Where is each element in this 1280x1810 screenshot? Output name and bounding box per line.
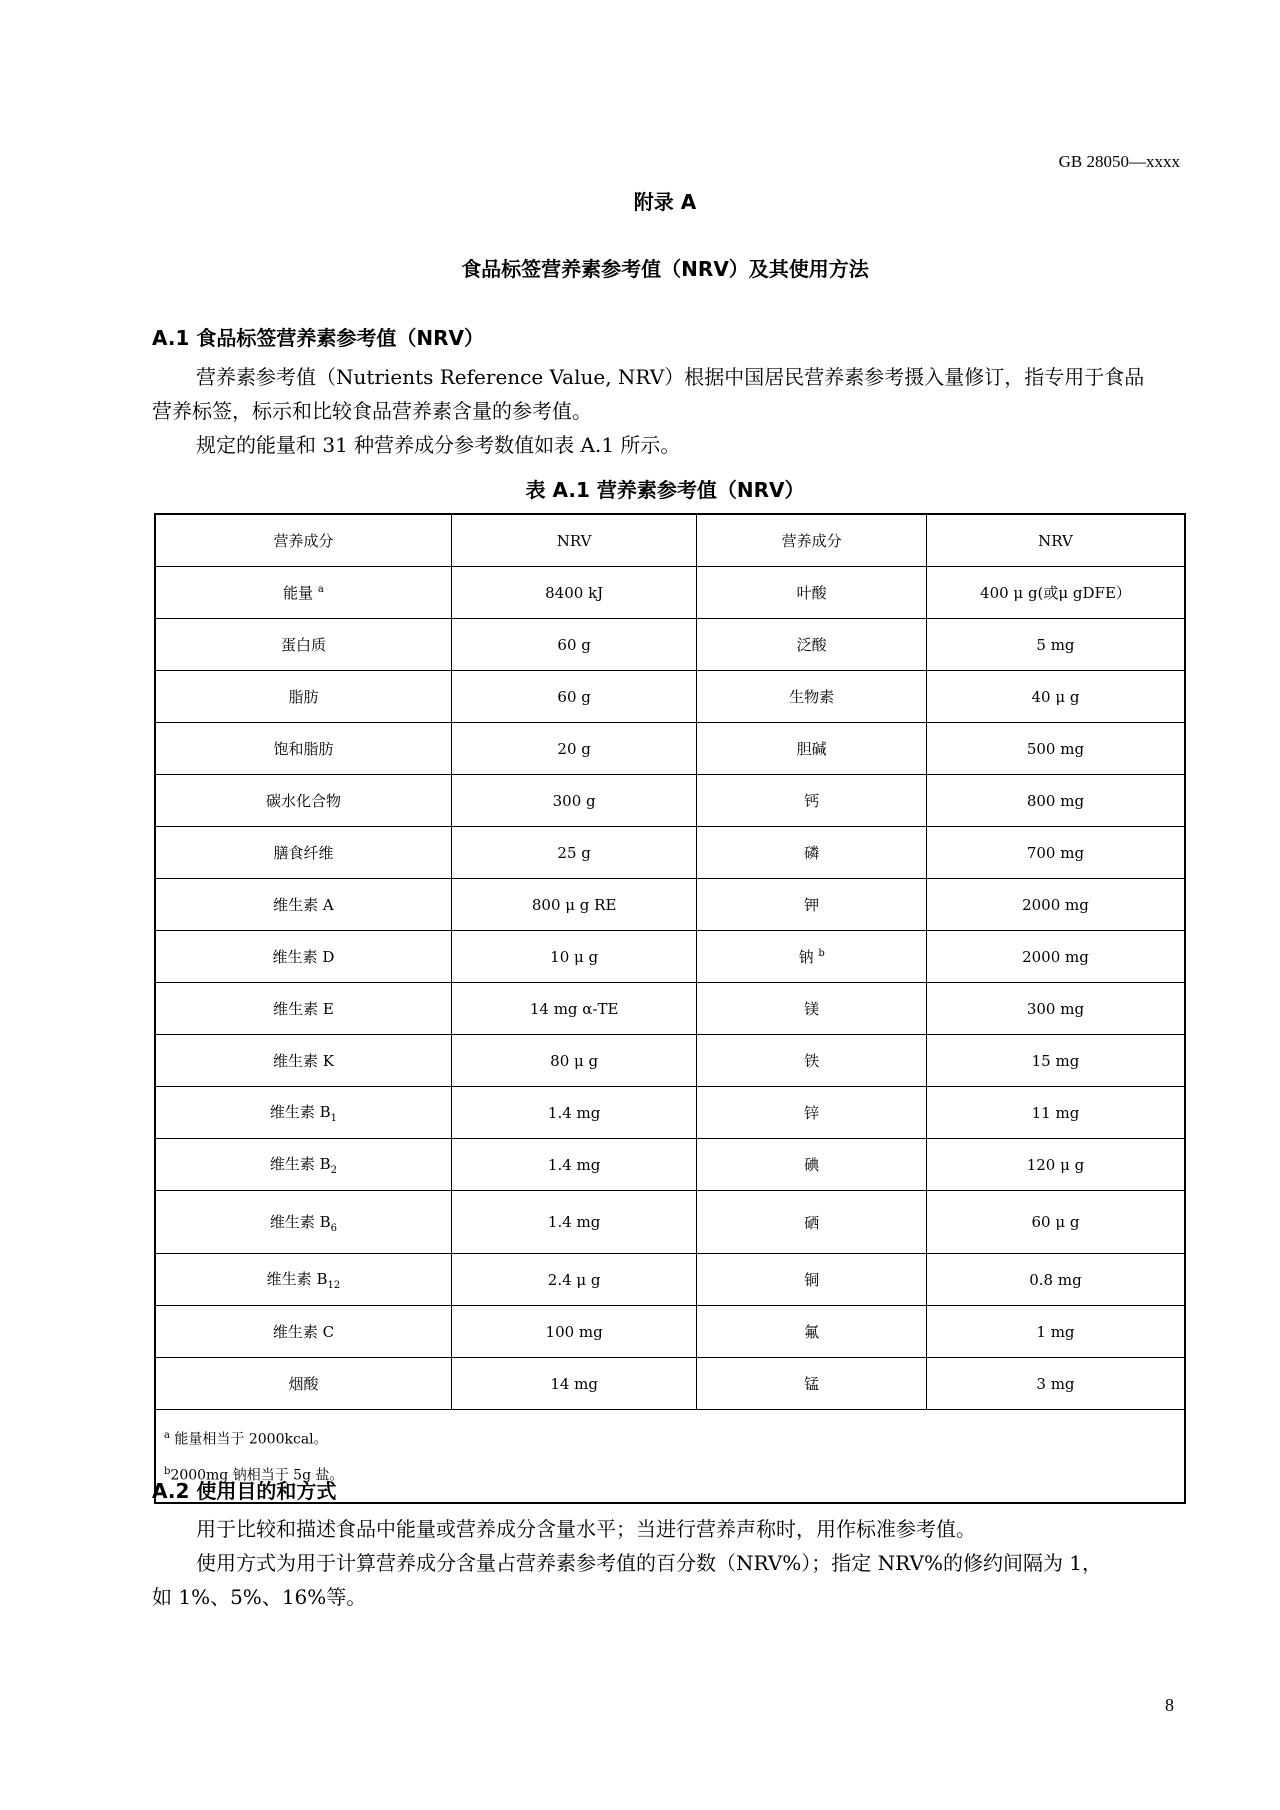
nrv-value-left-text: 1.4 mg xyxy=(547,1213,601,1231)
nrv-value-right-text: 40 μ g xyxy=(1031,687,1080,706)
nrv-value-left xyxy=(451,671,697,723)
nrv-value-left xyxy=(451,931,697,983)
nrv-value-left xyxy=(451,1191,697,1254)
nutrient-name-left-text: 膳食纤维 xyxy=(273,844,334,862)
nutrient-name-right xyxy=(697,619,927,671)
nrv-value-right xyxy=(926,1358,1185,1410)
a2-para2-line2: 如 1%、5%、16%等。 xyxy=(152,1585,367,1609)
nutrient-name-right-footnote-mark: b xyxy=(818,948,825,959)
section-a1-heading: A.1 食品标签营养素参考值（NRV） xyxy=(152,326,484,350)
nutrient-name-left-text: 维生素 C xyxy=(272,1323,335,1341)
header-nutrient-2: 营养成分 xyxy=(697,514,927,567)
nutrient-name-left-footnote-mark: a xyxy=(317,584,324,595)
table-caption: 表 A.1 营养素参考值（NRV） xyxy=(525,478,805,502)
nrv-value-left-text: 8400 kJ xyxy=(545,583,604,602)
nutrient-name-right-text: 锰 xyxy=(804,1375,820,1393)
nrv-value-left-text: 2.4 μ g xyxy=(547,1270,601,1289)
a2-para2-line1: 使用方式为用于计算营养成分含量占营养素参考值的百分数（NRV%）；指定 NRV%的修约间隔为 1， xyxy=(196,1551,1103,1575)
nutrient-name-left xyxy=(155,723,451,775)
nrv-table xyxy=(154,513,1186,1504)
nutrient-name-left xyxy=(155,827,451,879)
nutrient-name-right xyxy=(697,671,927,723)
nutrient-name-right-text: 磷 xyxy=(804,844,820,862)
nutrient-name-right xyxy=(697,1139,927,1191)
footnote-b-text: 2000mg 钠相当于 5g 盐。 xyxy=(170,1467,344,1484)
nutrient-name-right-text: 铜 xyxy=(804,1271,820,1289)
nrv-value-right-text: 800 mg xyxy=(1026,791,1085,810)
nrv-value-left-text: 80 μ g xyxy=(550,1051,599,1070)
nrv-value-left-text: 1.4 mg xyxy=(547,1155,601,1174)
table-row xyxy=(155,1358,1185,1410)
nutrient-name-left-text: 碳水化合物 xyxy=(265,792,341,810)
table-row xyxy=(155,1191,1185,1254)
a2-para1-text: 用于比较和描述食品中能量或营养成分含量水平；当进行营养声称时，用作标准参考值。 xyxy=(196,1517,976,1541)
nrv-value-left xyxy=(451,1306,697,1358)
table-body xyxy=(155,567,1185,1410)
nrv-value-left-text: 60 g xyxy=(557,687,591,706)
nutrient-name-right-text: 镁 xyxy=(804,1000,820,1018)
nrv-value-left xyxy=(451,619,697,671)
table-row xyxy=(155,723,1185,775)
nutrient-name-right-text: 硒 xyxy=(804,1213,820,1232)
nutrient-name-right xyxy=(697,723,927,775)
nutrient-name-left-text: 蛋白质 xyxy=(280,636,326,654)
nrv-value-left-text: 1.4 mg xyxy=(547,1103,601,1122)
table-row xyxy=(155,567,1185,619)
nrv-value-left-text: 14 mg xyxy=(550,1374,598,1393)
nrv-value-left xyxy=(451,723,697,775)
nrv-value-right-text: 400 μ g(或μ gDFE） xyxy=(980,584,1131,602)
nutrient-name-left-text: 能量 xyxy=(283,584,314,602)
table-row xyxy=(155,1087,1185,1139)
nutrient-name-right-text: 碘 xyxy=(804,1156,820,1174)
header-nrv-1: NRV xyxy=(451,514,697,567)
section-a2-paragraph-2 xyxy=(152,1546,1182,1614)
nutrient-name-left-subscript: 6 xyxy=(330,1222,338,1234)
nrv-value-left-text: 10 μ g xyxy=(550,947,599,966)
header-nrv-2: NRV xyxy=(926,514,1185,567)
nutrient-name-right-text: 钙 xyxy=(804,792,820,810)
nutrient-name-left xyxy=(155,879,451,931)
nrv-value-right-text: 15 mg xyxy=(1031,1051,1080,1070)
nutrient-name-right xyxy=(697,983,927,1035)
table-row xyxy=(155,983,1185,1035)
nrv-value-right xyxy=(926,1035,1185,1087)
nrv-value-left xyxy=(451,1358,697,1410)
nrv-value-right-text: 500 mg xyxy=(1026,739,1085,758)
nutrient-name-left-subscript: 2 xyxy=(330,1165,338,1176)
nrv-value-right xyxy=(926,827,1185,879)
nrv-value-left-text: 300 g xyxy=(552,791,596,810)
nrv-value-right xyxy=(926,775,1185,827)
nrv-value-left xyxy=(451,827,697,879)
nrv-value-right xyxy=(926,1087,1185,1139)
nrv-value-left-text: 20 g xyxy=(557,739,591,758)
nrv-value-left xyxy=(451,1035,697,1087)
nutrient-name-left xyxy=(155,567,451,619)
nutrient-name-right-text: 氟 xyxy=(804,1323,820,1341)
nutrient-name-right-text: 钾 xyxy=(804,896,820,914)
nrv-value-left xyxy=(451,983,697,1035)
footnote-a-text: 能量相当于 2000kcal。 xyxy=(174,1432,328,1448)
table-row xyxy=(155,879,1185,931)
nrv-value-left-text: 60 g xyxy=(557,635,591,654)
footnote-a-mark: a xyxy=(164,1430,170,1442)
nutrient-name-left-text: 饱和脂肪 xyxy=(273,740,334,758)
nutrient-name-right xyxy=(697,775,927,827)
nutrient-name-left xyxy=(155,1358,451,1410)
nutrient-name-right xyxy=(697,931,927,983)
nrv-value-right xyxy=(926,1139,1185,1191)
table-row xyxy=(155,931,1185,983)
nutrient-name-left xyxy=(155,775,451,827)
table-row xyxy=(155,1139,1185,1191)
nrv-value-right xyxy=(926,1254,1185,1306)
nutrient-name-left xyxy=(155,671,451,723)
nrv-value-right-text: 700 mg xyxy=(1026,843,1085,862)
nrv-value-right-text: 1 mg xyxy=(1036,1322,1075,1341)
nrv-value-left-text: 100 mg xyxy=(545,1322,603,1341)
nrv-value-left-text: 800 μ g RE xyxy=(531,895,617,914)
section-a2-paragraph-1 xyxy=(152,1512,1182,1546)
nutrient-name-right xyxy=(697,1358,927,1410)
nrv-value-right xyxy=(926,983,1185,1035)
nrv-value-right-text: 120 μ g xyxy=(1026,1155,1085,1174)
document-code: GB 28050—xxxx xyxy=(1058,152,1180,171)
main-title: 食品标签营养素参考值（NRV）及其使用方法 xyxy=(461,257,869,281)
nutrient-name-right-text: 叶酸 xyxy=(796,584,827,602)
nrv-value-right-text: 3 mg xyxy=(1036,1374,1075,1393)
nutrient-name-left-text: 脂肪 xyxy=(288,688,319,706)
nrv-value-right-text: 0.8 mg xyxy=(1029,1270,1082,1289)
nutrient-name-right xyxy=(697,567,927,619)
appendix-title: 附录 A xyxy=(633,190,697,214)
nutrient-name-right-text: 胆碱 xyxy=(796,740,827,758)
nrv-value-right xyxy=(926,879,1185,931)
nutrient-name-right xyxy=(697,1254,927,1306)
nutrient-name-left xyxy=(155,1191,451,1254)
nrv-value-right xyxy=(926,671,1185,723)
table-row xyxy=(155,619,1185,671)
nutrient-name-left xyxy=(155,1306,451,1358)
nutrient-name-right xyxy=(697,1087,927,1139)
footnote-b-mark: b xyxy=(164,1466,171,1477)
section-a2-heading: A.2 使用目的和方式 xyxy=(152,1479,337,1503)
nrv-value-right-text: 2000 mg xyxy=(1022,947,1089,966)
footnote-a xyxy=(164,1420,1176,1456)
page-number: 8 xyxy=(1165,1695,1174,1715)
nutrient-name-right xyxy=(697,1191,927,1254)
table-row xyxy=(155,1254,1185,1306)
nutrient-name-left-text: 维生素 B xyxy=(266,1270,328,1288)
nutrient-name-left xyxy=(155,983,451,1035)
nrv-value-right-text: 2000 mg xyxy=(1022,895,1089,914)
table-row xyxy=(155,671,1185,723)
nutrient-name-right-text: 钠 xyxy=(798,948,814,966)
nutrient-name-left-text: 维生素 E xyxy=(273,1000,334,1018)
table-header-row xyxy=(155,514,1185,567)
nutrient-name-right-text: 铁 xyxy=(804,1052,820,1070)
nutrient-name-right xyxy=(697,879,927,931)
para1-line1: 营养素参考值（Nutrients Reference Value, NRV）根据中国居民营养素参考摄入量修订，指专用于食品 xyxy=(196,365,1145,389)
nrv-value-right-text: 300 mg xyxy=(1026,999,1085,1018)
nutrient-name-right-text: 泛酸 xyxy=(796,636,827,654)
nutrient-name-left-subscript: 1 xyxy=(330,1113,338,1124)
nrv-value-left xyxy=(451,879,697,931)
section-a1-paragraph-2 xyxy=(152,428,1182,462)
nutrient-name-left-subscript: 12 xyxy=(327,1280,341,1291)
nutrient-name-left xyxy=(155,619,451,671)
nutrient-name-left-text: 维生素 A xyxy=(273,896,334,914)
nrv-value-right-text: 5 mg xyxy=(1036,635,1075,654)
nrv-value-left-text: 25 g xyxy=(557,843,591,862)
table-row xyxy=(155,1306,1185,1358)
table-row xyxy=(155,775,1185,827)
nutrient-name-right-text: 生物素 xyxy=(789,688,835,706)
nutrient-name-left-text: 维生素 K xyxy=(272,1052,334,1070)
nutrient-name-left xyxy=(155,1254,451,1306)
nrv-value-right xyxy=(926,567,1185,619)
nrv-value-left xyxy=(451,1139,697,1191)
nrv-value-right-text: 60 μ g xyxy=(1031,1213,1080,1231)
nrv-value-left xyxy=(451,1254,697,1306)
nrv-value-left xyxy=(451,1087,697,1139)
nrv-value-right xyxy=(926,1191,1185,1254)
nutrient-name-left-text: 烟酸 xyxy=(288,1375,319,1393)
para2-text: 规定的能量和 31 种营养成分参考数值如表 A.1 所示。 xyxy=(196,433,681,457)
nrv-value-right xyxy=(926,619,1185,671)
section-a1-paragraph-1 xyxy=(152,360,1182,428)
nutrient-name-left xyxy=(155,1035,451,1087)
nrv-value-left xyxy=(451,567,697,619)
header-nutrient-1: 营养成分 xyxy=(155,514,451,567)
nrv-value-right xyxy=(926,1306,1185,1358)
nutrient-name-left xyxy=(155,1139,451,1191)
table-row xyxy=(155,827,1185,879)
nrv-value-left-text: 14 mg α-TE xyxy=(529,999,619,1018)
nutrient-name-right xyxy=(697,1035,927,1087)
nutrient-name-left-text: 维生素 D xyxy=(272,948,335,966)
nutrient-name-left-text: 维生素 B xyxy=(269,1155,331,1173)
nrv-value-left xyxy=(451,775,697,827)
nrv-value-right xyxy=(926,723,1185,775)
nutrient-name-left xyxy=(155,931,451,983)
para1-line2: 营养标签，标示和比较食品营养素含量的参考值。 xyxy=(152,399,592,423)
nrv-value-right-text: 11 mg xyxy=(1031,1103,1080,1122)
nrv-value-right xyxy=(926,931,1185,983)
nutrient-name-left xyxy=(155,1087,451,1139)
nutrient-name-left-text: 维生素 B xyxy=(269,1103,331,1121)
nutrient-name-right xyxy=(697,1306,927,1358)
nutrient-name-left-text: 维生素 B xyxy=(269,1212,331,1231)
table-row xyxy=(155,1035,1185,1087)
nutrient-name-right xyxy=(697,827,927,879)
nutrient-name-right-text: 锌 xyxy=(804,1104,820,1122)
